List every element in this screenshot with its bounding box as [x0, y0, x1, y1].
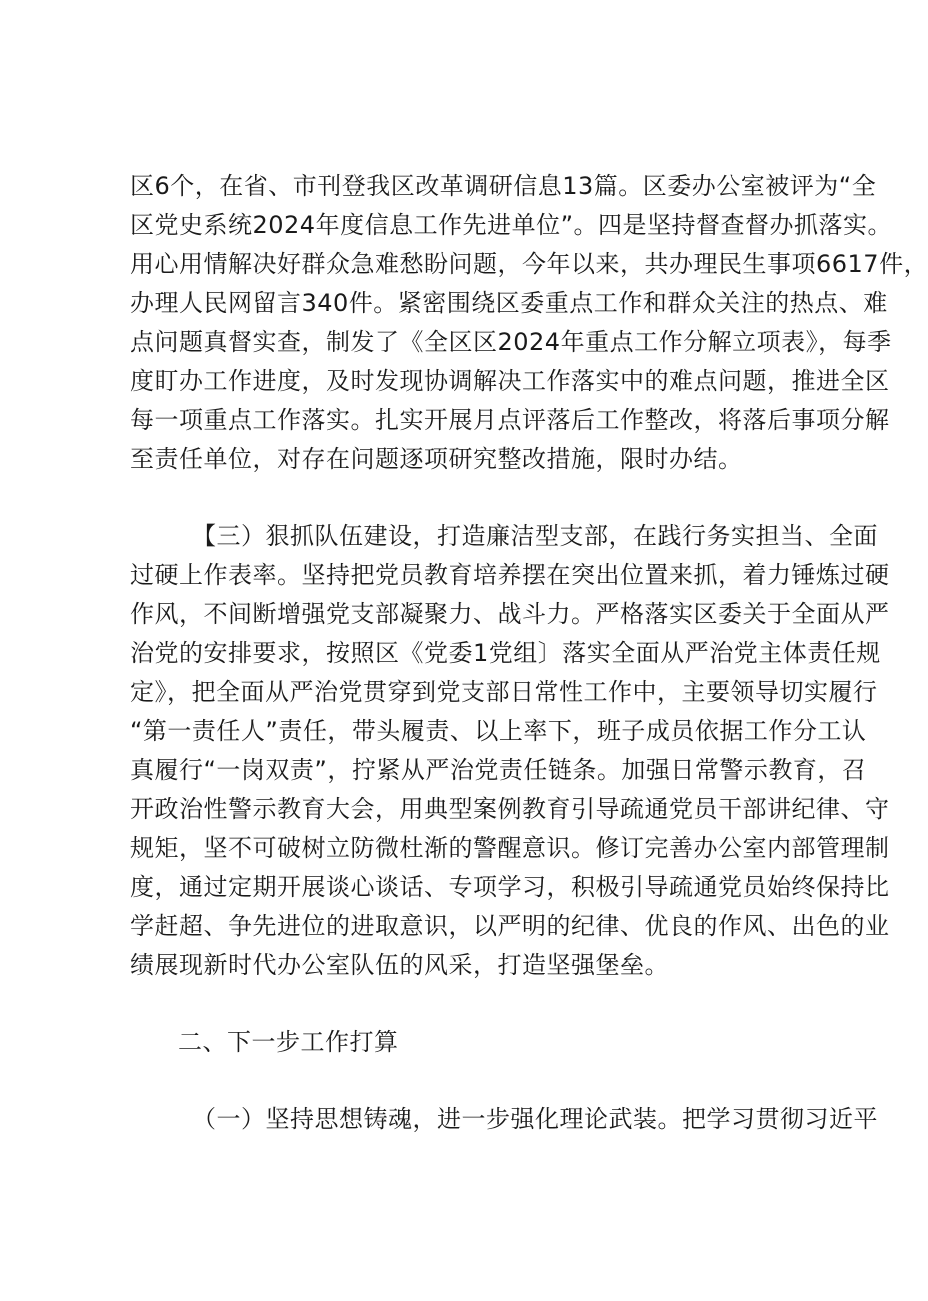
heading-text: 二、下一步工作打算 — [178, 1028, 399, 1056]
text-line: 作风，不间断增强党支部凝聚力、战斗力。严格落实区委关于全面从严 — [130, 600, 890, 628]
text-line: 区党史系统2024年度信息工作先进单位”。四是坚持督查督办抓落实。 — [130, 211, 893, 239]
text-line: 开政治性警示教育大会，用典型案例教育引导疏通党员干部讲纪律、守 — [130, 795, 890, 823]
text-line: 定》，把全面从严治党贯穿到党支部日常性工作中，主要领导切实履行 — [130, 678, 878, 706]
text-line: （一）坚持思想铸魂，进一步强化理论武装。把学习贯彻习近平 — [192, 1105, 878, 1133]
text-line: 度，通过定期开展谈心谈话、专项学习，积极引导疏通党员始终保持比 — [130, 873, 890, 901]
text-line: 【三）狠抓队伍建设，打造廉洁型支部，在践行务实担当、全面 — [192, 522, 878, 550]
text-line: 度盯办工作进度，及时发现协调解决工作落实中的难点问题，推进全区 — [130, 367, 890, 395]
text-line: 每一项重点工作落实。扎实开展月点评落后工作整改，将落后事项分解 — [130, 406, 890, 434]
text-line: 学赶超、争先进位的进取意识，以严明的纪律、优良的作风、出色的业 — [130, 912, 890, 940]
text-line: 治党的安排要求，按照区《党委1党组〕落实全面从严治党主体责任规 — [130, 639, 881, 667]
text-line: 规矩，坚不可破树立防微杜渐的警醒意识。修订完善办公室内部管理制 — [130, 834, 890, 862]
text-line: “第一责任人”责任，带头履责、以上率下，班子成员依据工作分工认 — [130, 717, 867, 745]
text-line: 区6个，在省、市刊登我区改革调研信息13篇。区委办公室被评为“全 — [130, 172, 877, 200]
text-line: 至责任单位，对存在问题逐项研究整改措施，限时办结。 — [130, 445, 743, 473]
text-line: 办理人民网留言340件。紧密围绕区委重点工作和群众关注的热点、难 — [130, 289, 888, 317]
text-line: 绩展现新时代办公室队伍的风采，打造坚强堡垒。 — [130, 951, 669, 979]
text-line: 点问题真督实查，制发了《全区区2024年重点工作分解立项表》，每季 — [130, 328, 892, 356]
text-line: 用心用情解决好群众急难愁盼问题，今年以来，共办理民生事项6617件， — [130, 250, 928, 278]
text-line: 真履行“一岗双责”，拧紧从严治党责任链条。加强日常警示教育，召 — [130, 756, 867, 784]
text-line: 过硬上作表率。坚持把党员教育培养摆在突出位置来抓，着力锤炼过硬 — [130, 561, 890, 589]
